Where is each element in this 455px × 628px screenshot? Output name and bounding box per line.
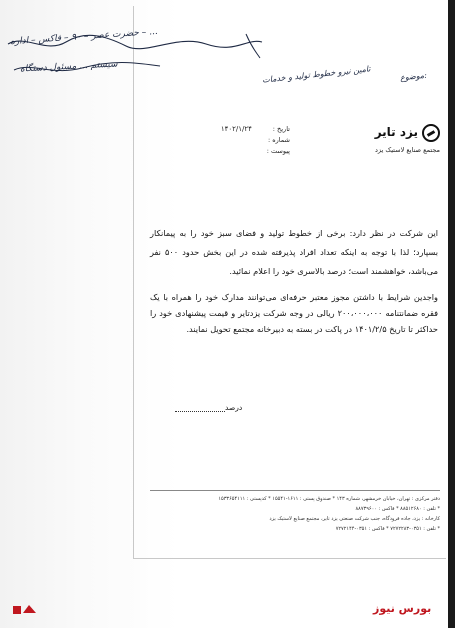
number-label: شماره : [268, 136, 290, 144]
attachment-row [190, 146, 290, 157]
percent-blank-line [175, 411, 225, 412]
footer-factory-address: کارخانه : یزد، جاده فرودگاه، جنب شرکت صنعتی یزد تایر، مجتمع صنایع لاستیک یزد [269, 516, 440, 522]
date-value: ۱۴۰۲/۱/۲۴ [220, 125, 252, 133]
percent-label: درصد [225, 403, 243, 412]
company-logo-text: یزد تایر [374, 125, 418, 139]
handwritten-referral-note: حضرت عصر – ۹۰ – فاکس – اداره – ... [9, 26, 159, 48]
body-paragraph-1: این شرکت در نظر دارد: برخی از خطوط تولید و فضای سبز خود را به پیمانکار بسپارد؛ لذا با توجه به اینکه تعداد افراد پذیرفته شده در این بخش حدود ۵۰۰ نفر می‌باشد، خواهشمند است؛ درصد بالاسری خود را اعلام نمائید. [150, 228, 438, 276]
company-logo-icon [422, 124, 440, 142]
number-row [190, 135, 290, 146]
scan-binding-edge [448, 0, 455, 628]
letter-footer [150, 494, 440, 534]
date-row [190, 124, 290, 135]
date-label: تاریخ : [272, 125, 290, 133]
footer-office-phone: * تلفن : ۸۸۵۱۲۶۸۰ * فاکس : ۸۸۷۳۹۶۰۰ [355, 506, 440, 512]
letter-meta [190, 124, 290, 157]
footer-divider [150, 490, 440, 491]
handwritten-subject: تامین نیرو خطوط تولید و خدمات [261, 64, 371, 85]
footer-office-address: دفتر مرکزی : تهران، خیابان خرمشهر، شماره ۱۴۳ * صندوق پستی : ۱۶۱۱-۱۵۵۴۱ * کدپستی : ۱۵۳۳۶۵۴۱۱۱ [218, 496, 440, 502]
source-logo-icon [12, 602, 38, 616]
source-watermark: بورس نیوز [373, 602, 432, 615]
handwritten-referral-note-2: سیستم ... مسئول دستگاه [19, 59, 118, 75]
attachment-label: پیوست : [266, 147, 290, 155]
letter-body [150, 224, 438, 337]
footer-factory-phone: * تلفن : ۰۳۵۱-۷۲۷۲۲۸۳ * فاکس : ۰۳۵۱-۷۲۷۲۱۴۴ [335, 526, 440, 532]
percent-field [171, 403, 242, 412]
body-paragraph-2: واجدین شرایط با داشتن مجوز معتبر حرفه‌ای می‌توانند مدارک خود را همراه با یک فقره ضمانتنامه ۲۰۰،۰۰۰،۰۰۰ ریالی در وجه شرکت یزدتایر و قیمت پیشنهادی خود را حداکثر تا تاریخ ۱۴۰۱/۲/۵ در پاکت در بسته به دبیرخانه مجتمع تحویل نمایند. [150, 292, 438, 334]
company-name: مجتمع صنایع لاستیک یزد [375, 146, 440, 154]
handwritten-subject-label: موضوع: [399, 70, 428, 83]
